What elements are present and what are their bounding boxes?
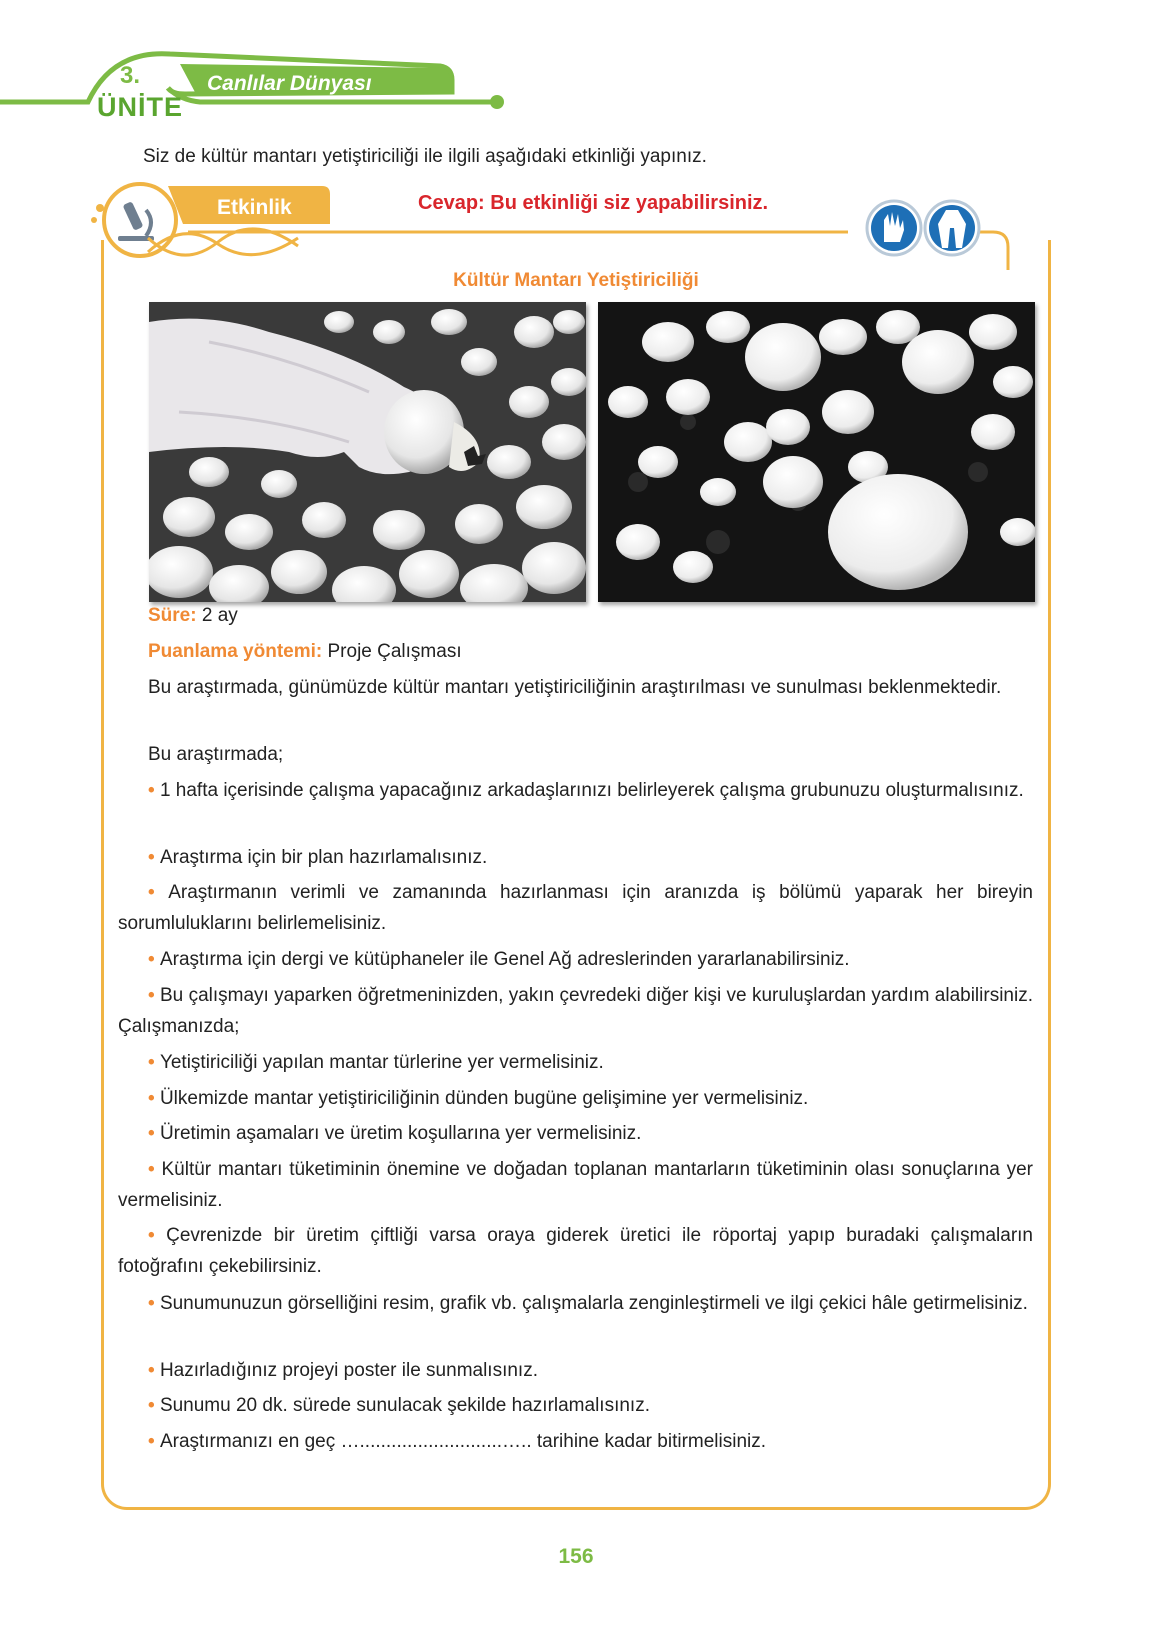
bullet-icon: • <box>148 1395 160 1416</box>
list-item: • Araştırmanın verimli ve zamanında hazırlanması için aranızda iş bölümü yaparak her bireyin sorumluluklarını belirlemelisiniz. <box>118 882 1033 934</box>
photo-hand-holding-mushroom <box>149 302 586 602</box>
paragraph-2: Bu araştırmada; <box>148 744 284 765</box>
bullet-icon: • <box>148 985 160 1006</box>
bullet-icon: • <box>148 1159 162 1180</box>
bullet-icon: • <box>148 1293 160 1314</box>
page-number: 156 <box>558 1545 594 1568</box>
bullet-icon: • <box>148 780 160 801</box>
bullet-icon: • <box>148 1123 160 1144</box>
unit-title: Canlılar Dünyası <box>207 72 372 95</box>
paragraph-1: Bu araştırmada, günümüzde kültür mantarı yetiştiriciliğinin araştırılması ve sunulması beklenmektedir. <box>148 677 1002 698</box>
list-item: • Ülkemizde mantar yetiştiriciliğinin dünden bugüne gelişimine yer vermelisiniz. <box>148 1088 809 1109</box>
duration-value: 2 ay <box>201 605 238 626</box>
unit-number: 3. <box>120 62 141 89</box>
scoring-label: Puanlama yöntemi: <box>148 641 323 662</box>
list-item: • Sunumu 20 dk. sürede sunulacak şekilde hazırlamalısınız. <box>148 1395 650 1416</box>
duration-line <box>118 600 1033 631</box>
bullet-icon: • <box>148 1225 167 1246</box>
photo-mushrooms-in-soil <box>598 302 1035 602</box>
list-item: • Hazırladığınız projeyi poster ile sunmalısınız. <box>148 1360 538 1381</box>
bullet-icon: • <box>148 949 160 970</box>
unit-word: ÜNİTE <box>97 92 183 122</box>
scoring-line <box>118 636 1033 667</box>
scoring-value: Proje Çalışması <box>327 641 462 662</box>
duration-label: Süre: <box>148 605 197 626</box>
activity-title: Kültür Mantarı Yetiştiriciliği <box>453 270 699 291</box>
bullet-icon: • <box>148 1360 160 1381</box>
bullet-icon: • <box>148 847 160 868</box>
list-item: • Kültür mantarı tüketiminin önemine ve doğadan toplanan mantarların tüketiminin olası sonuçlarına yer vermelisiniz. <box>118 1159 1033 1211</box>
bullet-icon: • <box>148 882 169 903</box>
list-item: • Araştırma için dergi ve kütüphaneler ile Genel Ağ adreslerinden yararlanabilirsiniz. <box>148 949 850 970</box>
list-item: • Sunumunuzun görselliğini resim, grafik vb. çalışmalarla zenginleştirmeli ve ilgi çekici hâle getirmelisiniz. <box>148 1293 1028 1314</box>
intro-text: Siz de kültür mantarı yetiştiriciliği ile ilgili aşağıdaki etkinliği yapınız. <box>143 146 707 167</box>
list-item: • Araştırmanızı en geç …...........................….. tarihine kadar bitirmelisiniz. <box>148 1431 767 1452</box>
list-item: • Bu çalışmayı yaparken öğretmeninizden, yakın çevredeki diğer kişi ve kuruluşlardan yardım alabilirsiniz. Çalışmanızda; <box>118 985 1033 1037</box>
bullet-icon: • <box>148 1431 160 1452</box>
answer-note: Cevap: Bu etkinliği siz yapabilirsiniz. <box>418 192 769 214</box>
bullet-icon: • <box>148 1052 160 1073</box>
list-item: • Yetiştiriciliği yapılan mantar türlerine yer vermelisiniz. <box>148 1052 604 1073</box>
activity-label: Etkinlik <box>217 196 292 219</box>
list-item: • Çevrenizde bir üretim çiftliği varsa oraya giderek üretici ile röportaj yapıp buradaki çalışmaların fotoğrafını çekebilirsiniz. <box>118 1225 1033 1277</box>
list-item: • Üretimin aşamaları ve üretim koşullarına yer vermelisiniz. <box>148 1123 642 1144</box>
list-item: • 1 hafta içerisinde çalışma yapacağınız arkadaşlarınızı belirleyerek çalışma grubunuzu oluşturmalısınız. <box>148 780 1024 801</box>
bullet-icon: • <box>148 1088 160 1109</box>
list-item: • Araştırma için bir plan hazırlamalısınız. <box>148 847 488 868</box>
